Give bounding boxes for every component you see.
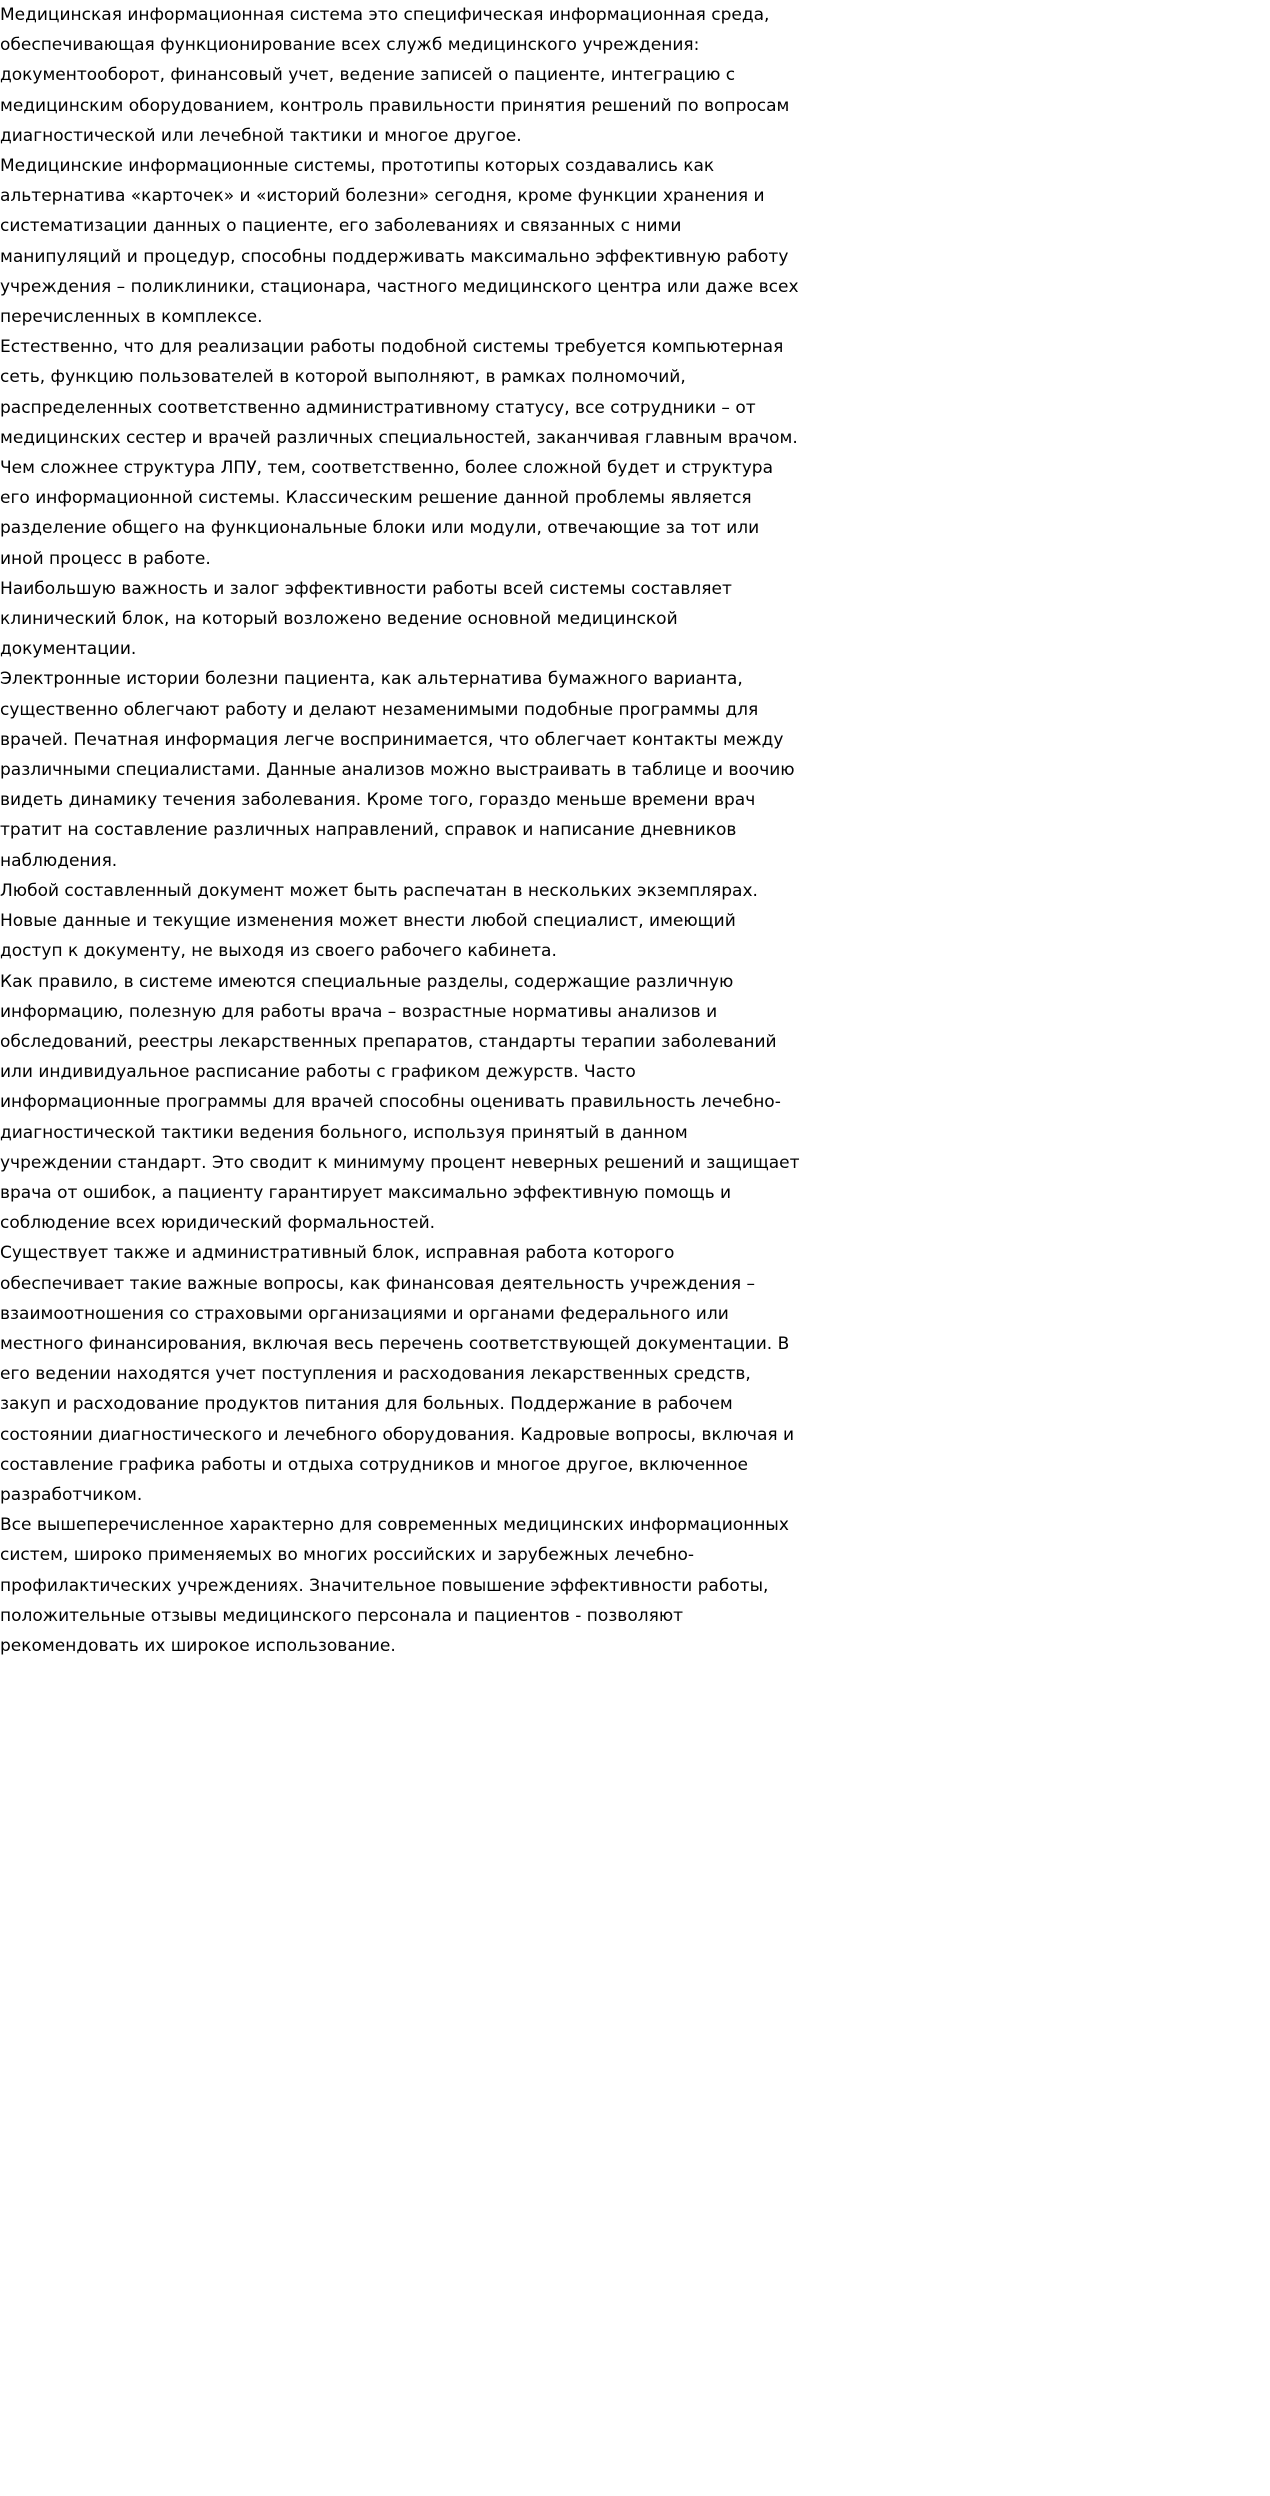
document-body xyxy=(0,0,800,1661)
paragraph-3: Естественно, что для реализации работы подобной системы требуется компьютерная сеть, функцию пользователей в которой выполняют, в рамках полномочий, распределенных соответственно административному статусу, все сотрудники – от медицинских сестер и врачей различных специальностей, заканчивая главным врачом. xyxy=(0,337,798,448)
paragraph-7: Любой составленный документ может быть распечатан в нескольких экземплярах. Новые данные и текущие изменения может внести любой специалист, имеющий доступ к документу, не выходя из своего рабочего кабинета. xyxy=(0,880,758,962)
paragraph-4: Чем сложнее структура ЛПУ, тем, соответственно, более сложной будет и структура его информационной системы. Классическим решение данной проблемы является разделение общего на функциональные блоки или модули, отвечающие за тот или иной процесс в работе. xyxy=(0,458,774,569)
paragraph-5: Наибольшую важность и залог эффективности работы всей системы составляет клинический блок, на который возложено ведение основной медицинской документации. xyxy=(0,578,732,660)
paragraph-1: Медицинская информационная система это специфическая информационная среда, обеспечивающая функционирование всех служб медицинского учреждения: документооборот, финансовый учет, ведение записей о пациенте, интеграцию с медицинским оборудованием, контроль правильности принятия решений по вопросам диагностической или лечебной тактики и многое другое. xyxy=(0,5,790,146)
paragraph-2: Медицинские информационные системы, прототипы которых создавались как альтернатива «карточек» и «историй болезни» сегодня, кроме функции хранения и систематизации данных о пациенте, его заболеваниях и связанных с ними манипуляций и процедур, способны поддерживать максимально эффективную работу учреждения – поликлиники, стационара, частного медицинского центра или даже всех перечисленных в комплексе. xyxy=(0,156,799,328)
paragraph-8: Как правило, в системе имеются специальные разделы, содержащие различную информацию, полезную для работы врача – возрастные нормативы анализов и обследований, реестры лекарственных препаратов, стандарты терапии заболеваний или индивидуальное расписание работы с графиком дежурств. Часто информационные программы для врачей способны оценивать правильность лечебно-диагностической тактики ведения больного, используя принятый в данном учреждении стандарт. Это сводит к минимуму процент неверных решений и защищает врача от ошибок, а пациенту гарантирует максимально эффективную помощь и соблюдение всех юридический формальностей. xyxy=(0,971,800,1234)
paragraph-10: Все вышеперечисленное характерно для современных медицинских информационных систем, широко применяемых во многих российских и зарубежных лечебно-профилактических учреждениях. Значительное повышение эффективности работы, положительные отзывы медицинского персонала и пациентов - позволяют рекомендовать их широкое использование. xyxy=(0,1515,789,1656)
paragraph-6: Электронные истории болезни пациента, как альтернатива бумажного варианта, существенно облегчают работу и делают незаменимыми подобные программы для врачей. Печатная информация легче воспринимается, что облегчает контакты между различными специалистами. Данные анализов можно выстраивать в таблице и воочию видеть динамику течения заболевания. Кроме того, гораздо меньше времени врач тратит на составление различных направлений, справок и написание дневников наблюдения. xyxy=(0,669,795,871)
paragraph-9: Существует также и административный блок, исправная работа которого обеспечивает такие важные вопросы, как финансовая деятельность учреждения – взаимоотношения со страховыми организациями и органами федерального или местного финансирования, включая весь перечень соответствующей документации. В его ведении находятся учет поступления и расходования лекарственных средств, закуп и расходование продуктов питания для больных. Поддержание в рабочем состоянии диагностического и лечебного оборудования. Кадровые вопросы, включая и составление графика работы и отдыха сотрудников и многое другое, включенное разработчиком. xyxy=(0,1243,795,1505)
